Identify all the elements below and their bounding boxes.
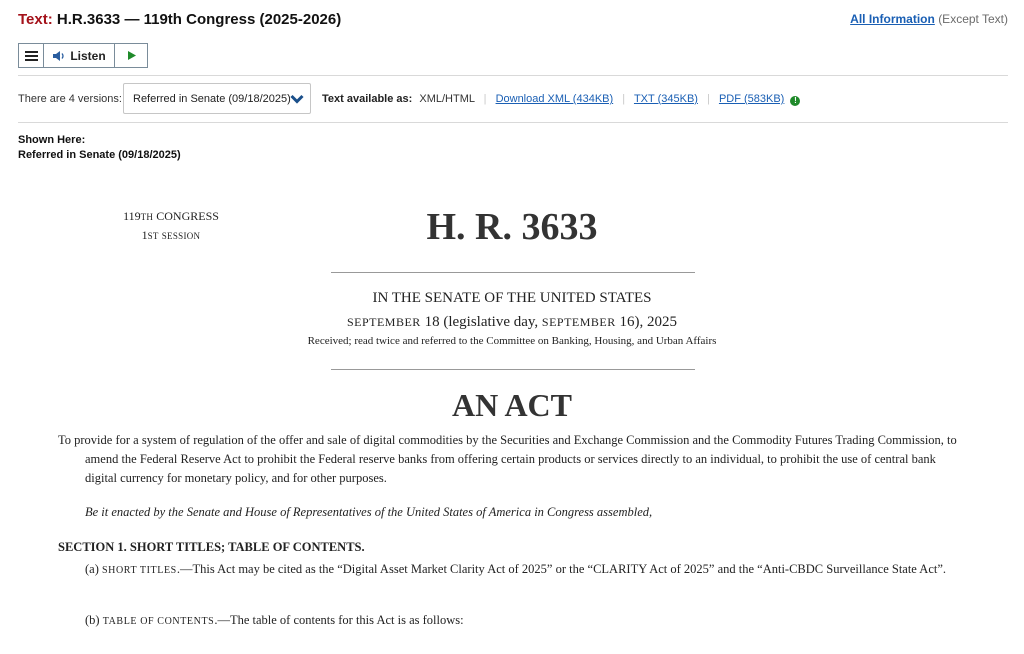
- chevron-down-icon: [290, 93, 304, 105]
- versions-label: There are 4 versions:: [18, 93, 122, 105]
- section-heading: SECTION 1. SHORT TITLES; TABLE OF CONTENTS.: [58, 540, 365, 554]
- format-xml-html: XML/HTML: [419, 93, 475, 105]
- divider: [18, 75, 1008, 76]
- info-icon[interactable]: !: [790, 96, 800, 106]
- act-purpose: To provide for a system of regulation of the offer and sale of digital commodities by the Securities and Exchange Commission and the Commodity Futures Trading Commission, to amend the Federal Reserve Act to prohibit the Federal reserve banks from offering certain products or services directly to an individual, to prohibit the use of central bank digital currency for monetary policy, and for other purposes.: [58, 433, 957, 485]
- bill-number: H. R. 3633: [426, 206, 598, 248]
- player-menu-button[interactable]: [19, 44, 44, 67]
- shown-here-value: Referred in Senate (09/18/2025): [18, 149, 181, 161]
- divider: [331, 369, 695, 370]
- title-prefix: Text:: [18, 11, 53, 28]
- all-information: [850, 12, 1008, 26]
- version-select[interactable]: [123, 83, 311, 114]
- download-xml-link[interactable]: Download XML (434KB): [495, 93, 614, 105]
- versions-bar: [18, 83, 1008, 115]
- all-information-suffix: (Except Text): [938, 12, 1008, 26]
- date-line: SEPTEMBER 18 (legislative day, SEPTEMBER 16), 2025: [346, 314, 678, 330]
- chamber-heading: IN THE SENATE OF THE UNITED STATES: [372, 290, 652, 306]
- play-button[interactable]: [115, 44, 147, 67]
- listen-label: Listen: [70, 48, 106, 63]
- bill-title: H.R.3633 — 119th Congress (2025-2026): [56, 11, 342, 28]
- shown-here: [18, 133, 181, 163]
- version-selected: Referred in Senate (09/18/2025): [133, 92, 291, 105]
- page-title: [18, 11, 341, 28]
- referral-note: Received; read twice and referred to the Committee on Banking, Housing, and Urban Affairs: [307, 335, 717, 347]
- text-available-label: Text available as:: [322, 93, 413, 105]
- pdf-link[interactable]: PDF (583KB): [718, 93, 785, 105]
- txt-link[interactable]: TXT (345KB): [633, 93, 698, 105]
- divider: [331, 272, 695, 273]
- paragraph-table-of-contents: (b) TABLE OF CONTENTS.—The table of contents for this Act is as follows:: [85, 613, 464, 627]
- congress-line: 119TH CONGRESS: [123, 209, 219, 223]
- divider: [18, 122, 1008, 123]
- congress-session: [86, 207, 256, 245]
- speaker-icon: [52, 50, 66, 62]
- play-icon: [126, 50, 137, 61]
- shown-here-label: Shown Here:: [18, 134, 86, 146]
- enacting-clause: Be it enacted by the Senate and House of Representatives of the United States of America in Congress assembled,: [85, 505, 653, 519]
- session-line: 1ST SESSION: [141, 228, 201, 242]
- listen-player: [18, 43, 148, 68]
- text-formats: Text available as: XML/HTML | Download XML (434KB) | TXT (345KB) | PDF (583KB) !: [322, 93, 800, 106]
- page-header: [18, 10, 1008, 32]
- all-information-link[interactable]: All Information: [850, 12, 935, 26]
- paragraph-short-titles: (a) SHORT TITLES.—This Act may be cited as the “Digital Asset Market Clarity Act of 2025” or the “CLARITY Act of 2025” and the “Anti-CBDC Surveillance State Act”.: [85, 562, 947, 576]
- menu-icon: [25, 51, 38, 61]
- listen-button[interactable]: [44, 44, 115, 67]
- act-heading: AN ACT: [451, 387, 572, 423]
